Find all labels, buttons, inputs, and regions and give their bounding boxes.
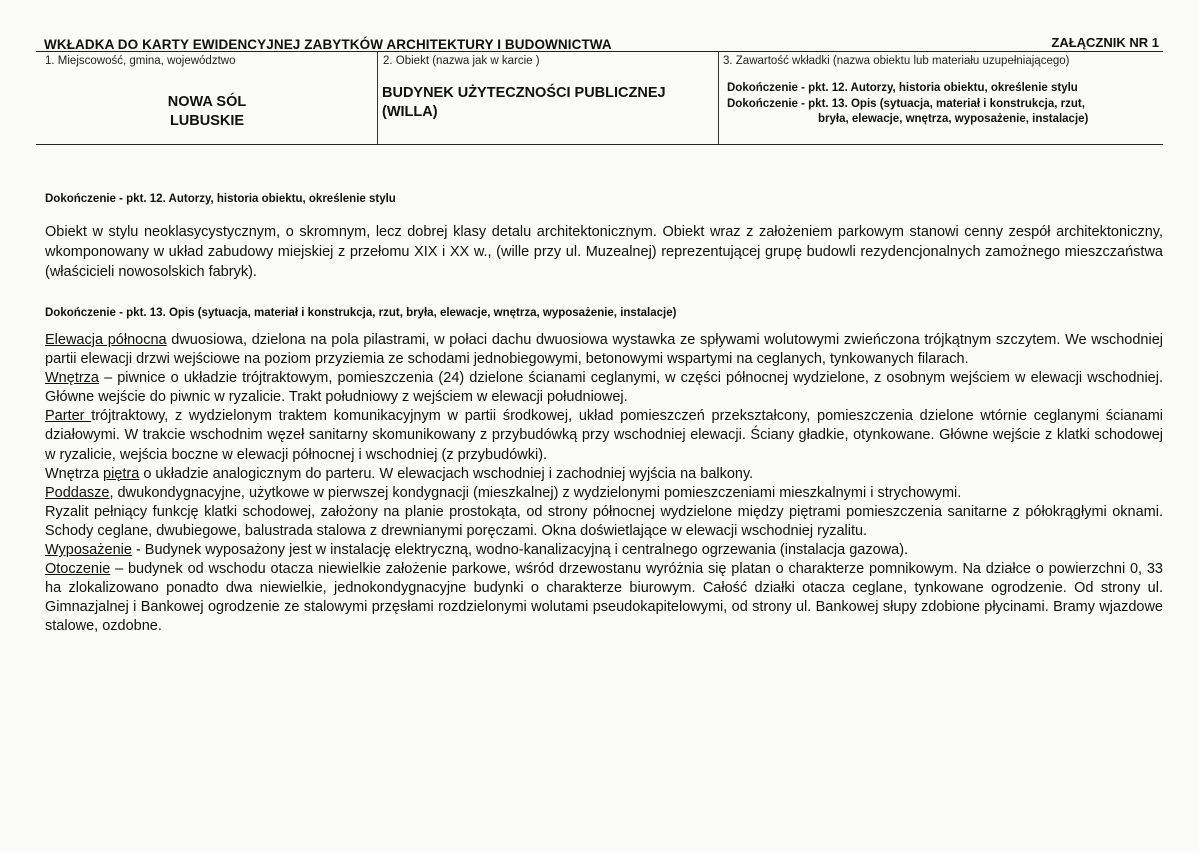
term-equipment: Wyposażenie xyxy=(45,542,132,559)
text-upper-floor: o układzie analogicznym do parteru. W elewacjach wschodniej i zachodniej wyjścia na balkony. xyxy=(139,465,754,482)
term-interiors: Wnętrza xyxy=(45,370,99,387)
header-rule-top xyxy=(36,51,1163,52)
text-north-elevation: dwuosiowa, dzielona na pola pilastrami, w połaci dachu dwuosiowa wystawka ze spływami wolutowymi zwieńczona trójkątnym szczytem. We wschodniej partii elewacji drzwi wejściowe na poziom przyziemia ze schodami jednobiegowymi, betonowymi wspartymi na ceglanych, tynkowanych filarach. xyxy=(45,332,1163,368)
contents-value xyxy=(727,81,1147,128)
section12-text: Obiekt w stylu neoklasycystycznym, o skromnym, lecz dobrej klasy detalu architektonicznym. Obiekt wraz z założeniem parkowym stanowi cenny zespół architektoniczny, wkomponowany w układ zabudowy miejskiej z przełomu XIX i XX w., (wille przy ul. Muzealnej) reprezentującej grupę budowli rezydencjonalnych zamożnego mieszczaństwa (właścicieli nowosolskich fabryk). xyxy=(45,224,1163,280)
text-equipment: - Budynek wyposażony jest w instalację elektryczną, wodno-kanalizacyjną i centralnego ogrzewania (instalacja gazowa). xyxy=(131,542,909,559)
object-name-line1: BUDYNEK UŻYTECZNOŚCI PUBLICZNEJ xyxy=(382,85,666,101)
text-risalit: Ryzalit pełniący funkcję klatki schodowej, założony na planie prostokąta, od strony północnej wydzielone między piętrami pomieszczenia sanitarne z półokrągłymi oknami. Schody ceglane, dwubiegowe, balustrada stalowa z drewnianymi poręczami. Okna doświetlające w elewacji wschodniej ryzalitu. xyxy=(45,503,1163,539)
field-label-object: 2. Obiekt (nazwa jak w karcie ) xyxy=(383,55,540,67)
contents-line1: Dokończenie - pkt. 12. Autorzy, historia obiektu, określenie stylu xyxy=(727,82,1078,94)
section13-heading: Dokończenie - pkt. 13. Opis (sytuacja, materiał i konstrukcja, rzut, bryła, elewacje, wnętrza, wyposażenie, instalacje) xyxy=(45,307,677,319)
location-value xyxy=(40,93,374,131)
text-interiors: – piwnice o układzie trójtraktowym, pomieszczenia (24) dzielone ścianami ceglanymi, w części północnej wydzielone, z osobnym wejściem w elewacji wschodniej. Główne wejście do piwnic w ryzalicie. Trakt południowy z wejściem w elewacji południowej. xyxy=(45,370,1163,406)
field-label-location: 1. Miejscowość, gmina, województwo xyxy=(45,55,236,67)
column-divider-1 xyxy=(377,52,378,144)
section12-heading: Dokończenie - pkt. 12. Autorzy, historia obiektu, określenie stylu xyxy=(45,193,396,205)
paragraph-equipment xyxy=(45,541,1163,560)
section13-body xyxy=(45,331,1163,637)
term-upper-floor: piętra xyxy=(103,465,140,482)
province-name: LUBUSKIE xyxy=(169,113,245,129)
paragraph-risalit xyxy=(45,503,1163,541)
contents-line3: bryła, elewacje, wnętrza, wyposażenie, instalacje) xyxy=(818,113,1089,125)
object-name-line2: (WILLA) xyxy=(382,104,438,120)
term-ground-floor: Parter xyxy=(45,408,92,425)
text-attic: dwukondygnacyjne, użytkowe w pierwszej kondygnacji (mieszkalnej) z wydzielonymi pomieszczeniami mieszkalnymi i strychowymi. xyxy=(113,484,962,501)
paragraph-surroundings xyxy=(45,560,1163,636)
term-attic: Poddasze, xyxy=(45,484,114,501)
form-title: WKŁADKA DO KARTY EWIDENCYJNEJ ZABYTKÓW ARCHITEKTURY I BUDOWNICTWA xyxy=(44,37,612,52)
object-value xyxy=(382,84,712,122)
paragraph-ground-floor xyxy=(45,407,1163,464)
city-name: NOWA SÓL xyxy=(167,94,247,110)
field-label-contents: 3. Zawartość wkładki (nazwa obiektu lub materiału uzupełniającego) xyxy=(723,55,1070,67)
text-ground-floor: trójtraktowy, z wydzielonym traktem komunikacyjnym w partii środkowej, układ pomieszczeń przekształcony, pomieszczenia dzielone wtórnie ceglanymi ścianami działowymi. W trakcie wschodnim węzeł sanitarny skomunikowany z przybudówką przy wschodniej elewacji. Ściany gładkie, otynkowane. Główne wejście z klatki schodowej w ryzalicie, wejścia boczne w elewacji północnej i wschodniej (z przybudówki). xyxy=(45,408,1163,463)
paragraph-interiors xyxy=(45,369,1163,407)
header-rule-bottom xyxy=(36,144,1163,145)
term-north-elevation: Elewacja północna xyxy=(45,332,167,348)
annex-label: ZAŁĄCZNIK NR 1 xyxy=(1051,35,1159,50)
contents-line2: Dokończenie - pkt. 13. Opis (sytuacja, materiał i konstrukcja, rzut, xyxy=(727,97,1085,110)
term-surroundings: Otoczenie xyxy=(45,561,111,578)
paragraph-north-elevation xyxy=(45,331,1163,369)
text-surroundings: – budynek od wschodu otacza niewielkie założenie parkowe, wśród drzewostanu wyróżnia się platan o charakterze pomnikowym. Na działce o powierzchni 0, 33 ha zlokalizowano ponadto dwa niewielkie, jednokondygnacyjne budynki o charakterze biurowym. Całość działki otacza ceglane, tynkowane ogrodzenie. Od strony ul. Gimnazjalnej i Bankowej ogrodzenie ze stalowymi przęsłami rozdzielonymi wolutami pseudokapitelowymi, od strony ul. Bankowej słupy zdobione płycinami. Bramy wjazdowe stalowe, ozdobne. xyxy=(45,561,1163,635)
column-divider-2 xyxy=(718,52,719,144)
paragraph-attic xyxy=(45,484,1163,503)
paragraph-upper-floor xyxy=(45,465,1163,484)
text-upper-floor-pre: Wnętrza xyxy=(45,465,104,482)
